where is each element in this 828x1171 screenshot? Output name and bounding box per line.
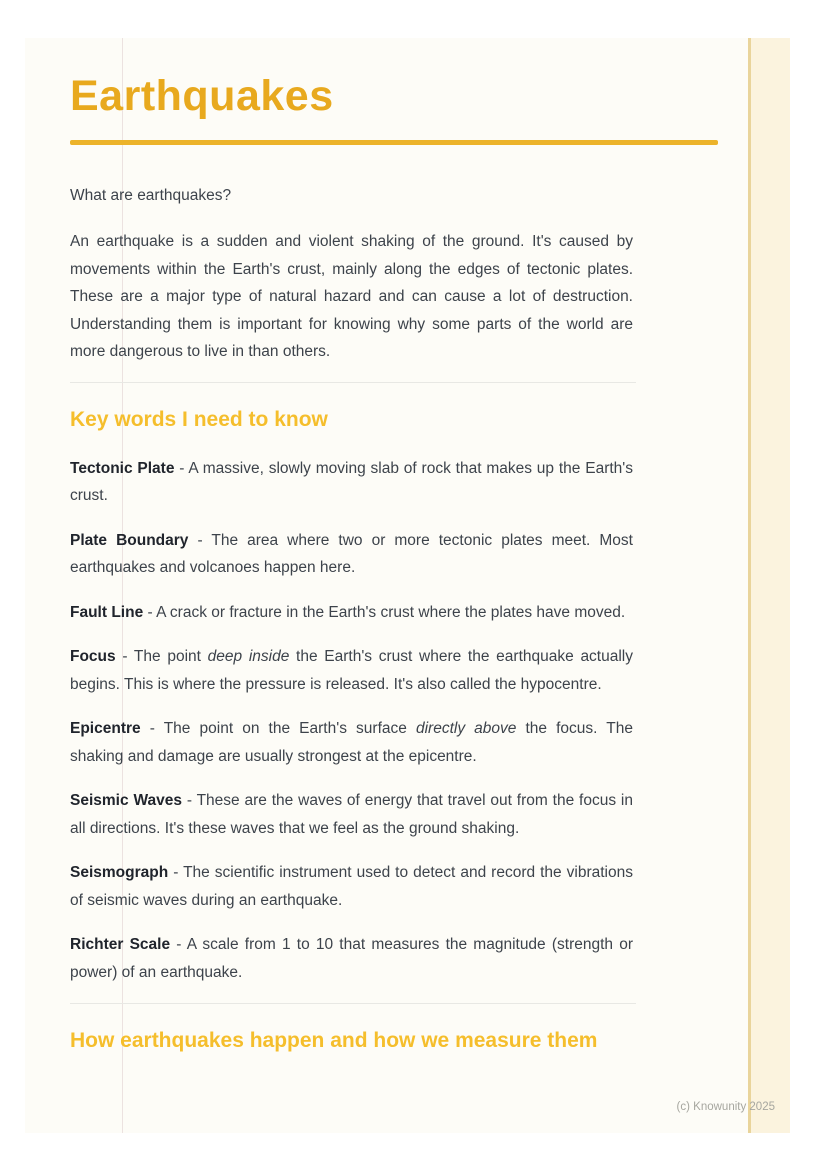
definition-plate-boundary [70, 527, 633, 582]
definition-seismic-waves [70, 787, 633, 842]
definition-text: - The point on the Earth's surface [140, 720, 416, 737]
definition-term: Focus [70, 648, 116, 665]
definition-term: Tectonic Plate [70, 459, 175, 477]
next-section-heading: How earthquakes happen and how we measure them [70, 1029, 598, 1052]
definition-text: the focus. The shaking and damage are usually strongest at the epicentre. [70, 720, 633, 765]
definition-fault-line [70, 599, 633, 627]
keywords-heading: Key words I need to know [70, 407, 328, 431]
copyright-watermark: (c) Knowunity 2025 [676, 1101, 775, 1113]
definition-text: - The scientific instrument used to detect and record the vibrations of seismic waves during an earthquake. [70, 864, 633, 909]
definition-tectonic-plate [70, 455, 633, 510]
section-divider [70, 1003, 636, 1004]
page-content [25, 73, 633, 1056]
definition-text: - The point [115, 648, 208, 665]
definition-term: Epicentre [70, 720, 141, 737]
definition-text: - These are the waves of energy that travel out from the focus in all directions. It's these waves that we feel as the ground shaking. [70, 792, 633, 837]
title-underline [70, 140, 718, 145]
intro-question: What are earthquakes? [70, 187, 232, 204]
definition-term: Seismograph [70, 864, 169, 881]
definition-text: - A massive, slowly moving slab of rock that makes up the Earth's crust. [70, 459, 634, 504]
definition-focus [70, 643, 633, 698]
definition-seismograph [70, 859, 633, 914]
definition-text: the Earth's crust where the earthquake actually begins. This is where the pressure is released. It's also called the hypocentre. [70, 648, 633, 693]
definition-text: - A crack or fracture in the Earth's crust where the plates have moved. [143, 603, 626, 621]
definition-term: Plate Boundary [70, 531, 189, 549]
definition-richter-scale [70, 931, 633, 986]
definition-text: - A scale from 1 to 10 that measures the magnitude (strength or power) of an earthquake. [70, 936, 633, 981]
definition-term: Fault Line [70, 603, 144, 621]
definition-term: Seismic Waves [70, 792, 182, 809]
definition-italic: directly above [415, 720, 517, 737]
definition-term: Richter Scale [70, 936, 171, 953]
section-divider [70, 382, 636, 383]
definitions-list [70, 455, 633, 987]
definition-text: - The area where two or more tectonic plates meet. Most earthquakes and volcanoes happen here. [70, 531, 633, 576]
page-title: Earthquakes [70, 72, 334, 120]
definition-epicentre [70, 715, 633, 770]
page-edge-strip [751, 38, 790, 1133]
definition-italic: deep inside [207, 648, 290, 665]
intro-paragraph: An earthquake is a sudden and violent shaking of the ground. It's caused by movements within the Earth's crust, mainly along the edges of tectonic plates. These are a major type of natural hazard and can cause a lot of destruction. Understanding them is important for knowing why some parts of the world are more dangerous to live in than others. [70, 233, 633, 360]
page-sheet [25, 38, 790, 1133]
